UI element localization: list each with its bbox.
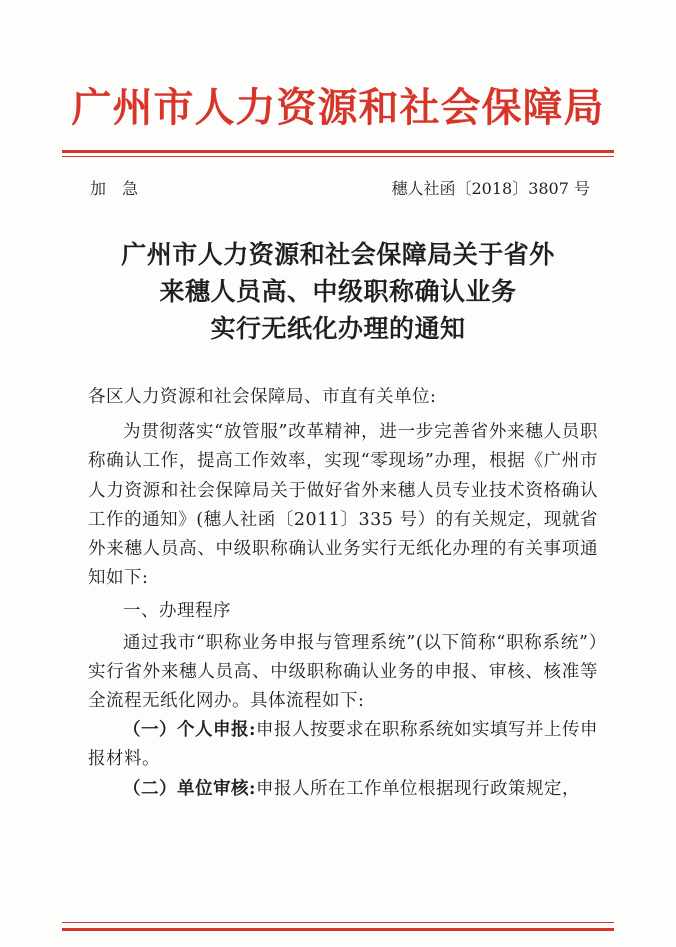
salutation: 各区人力资源和社会保障局、市直有关单位: xyxy=(88,387,437,407)
agency-letterhead: 广州市人力资源和社会保障局 xyxy=(71,84,605,131)
document-number: 穗人社函〔2018〕3807 号 xyxy=(391,179,590,198)
title-line-2: 来穗人员高、中级职称确认业务 xyxy=(159,277,517,306)
step2-label: （二）单位审核: xyxy=(123,778,256,799)
document-body xyxy=(88,383,598,804)
document-title xyxy=(0,236,676,347)
step1-text: 申报人按要求在职称系统如实填写并上传申报材料。 xyxy=(88,720,598,770)
urgency-label: 加急 xyxy=(90,179,155,198)
step2-text: 申报人所在工作单位根据现行政策规定， xyxy=(255,778,580,799)
intro-paragraph: 为贯彻落实“放管服”改革精神，进一步完善省外来穗人员职称确认工作，提高工作效率，实现“零现场”办理，根据《广州市人力资源和社会保障局关于做好省外来穗人员专业技术资格确认工作的通知》(穗人社函〔2011〕335 号）的有关规定，现就省外来穗人员高、中级职称确认业务实行无纸化办理的有关事项通知如下: xyxy=(88,422,598,589)
title-line-3: 实行无纸化办理的通知 xyxy=(210,314,466,343)
footer-rule-thick xyxy=(62,928,614,931)
letterhead-rule-thin xyxy=(62,156,614,157)
step1-label: （一）个人申报: xyxy=(123,720,256,741)
section-heading-procedure: 一、办理程序 xyxy=(123,601,231,622)
letterhead-rule-thick xyxy=(62,150,614,153)
step-individual-application xyxy=(88,716,598,774)
step-unit-review xyxy=(88,775,598,804)
footer-rule-thin xyxy=(62,922,614,923)
title-line-1: 广州市人力资源和社会保障局关于省外 xyxy=(121,240,555,269)
procedure-paragraph: 通过我市“职称业务申报与管理系统”(以下简称“职称系统”）实行省外来穗人员高、中级职称确认业务的申报、审核、核准等全流程无纸化网办。具体流程如下: xyxy=(88,632,598,712)
